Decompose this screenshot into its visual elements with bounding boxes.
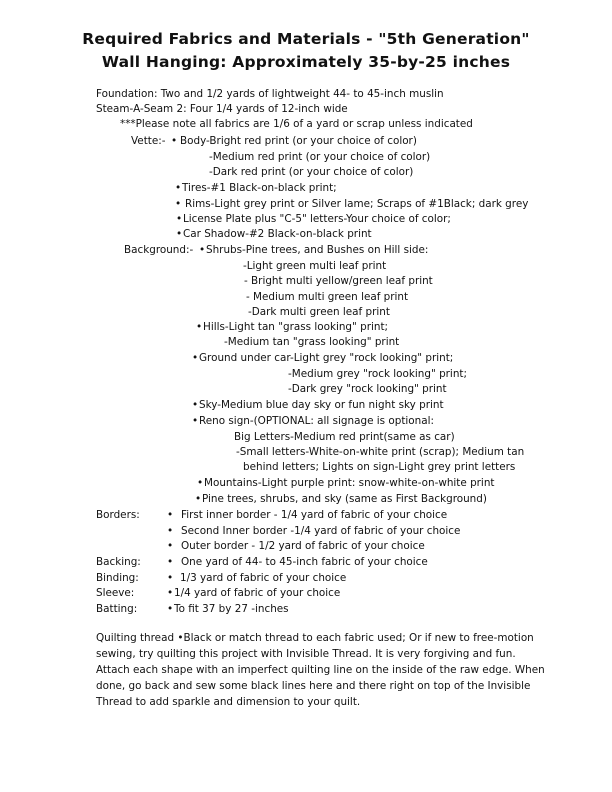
background-ground-3: -Dark grey "rock looking" print <box>288 383 447 395</box>
bullet-icon: • <box>167 603 174 615</box>
background-sky: Sky-Medium blue day sky or fun night sky print <box>199 399 444 411</box>
bullet-icon: • <box>167 525 174 537</box>
background-shrubs-2: - Bright multi yellow/green leaf print <box>244 275 433 287</box>
borders-outer: Outer border - 1/2 yard of fabric of your choice <box>181 540 425 552</box>
batting-label: Batting: <box>96 603 138 615</box>
quilting-paragraph <box>96 630 545 710</box>
background-reno-1: Big Letters-Medium red print(same as car) <box>234 431 455 443</box>
quilting-line: Quilting thread •Black or match thread to each fabric used; Or if new to free-motion <box>96 632 534 644</box>
background-shrubs: Shrubs-Pine trees, and Bushes on Hill side: <box>206 244 429 256</box>
background-shrubs-3: - Medium multi green leaf print <box>246 291 409 303</box>
background-label: Background:- <box>124 244 194 256</box>
bullet-icon: • <box>176 213 183 225</box>
background-ground-2: -Medium grey "rock looking" print; <box>288 368 467 380</box>
vette-body-dark: -Dark red print (or your choice of color) <box>209 166 414 178</box>
bullet-icon: • <box>197 477 204 489</box>
background-pine: Pine trees, shrubs, and sky (same as First Background) <box>202 493 487 505</box>
bullet-icon: • <box>196 321 203 333</box>
background-hills-2: -Medium tan "grass looking" print <box>224 336 400 348</box>
background-shrubs-4: -Dark multi green leaf print <box>248 306 390 318</box>
bullet-icon: • <box>199 244 206 256</box>
vette-rims: Rims-Light grey print or Silver lame; Scraps of #1Black; dark grey <box>185 198 529 210</box>
background-shrubs-1: -Light green multi leaf print <box>243 260 387 272</box>
borders-label: Borders: <box>96 509 140 521</box>
vette-tires: Tires-#1 Black-on-black print; <box>182 182 337 194</box>
vette-body-medium: -Medium red print (or your choice of color) <box>209 151 431 163</box>
background-mountains: Mountains-Light purple print: snow-white-on-white print <box>204 477 495 489</box>
bullet-icon: • <box>167 509 174 521</box>
bullet-icon: • <box>192 399 199 411</box>
bullet-icon: • <box>167 556 174 568</box>
steam-a-seam-line: Steam-A-Seam 2: Four 1/4 yards of 12-inch wide <box>96 103 348 115</box>
batting-value: To fit 37 by 27 -inches <box>174 603 289 615</box>
bullet-icon: • <box>171 135 178 147</box>
background-hills: Hills-Light tan "grass looking" print; <box>203 321 389 333</box>
quilting-line: done, go back and sew some black lines here and there right on top of the Invisible <box>96 680 531 692</box>
page-title: Required Fabrics and Materials - "5th Generation" <box>82 30 530 48</box>
borders-first: First inner border - 1/4 yard of fabric of your choice <box>181 509 448 521</box>
background-reno: Reno sign-(OPTIONAL: all signage is optional: <box>199 415 434 427</box>
bullet-icon: • <box>176 228 183 240</box>
bullet-icon: • <box>175 182 182 194</box>
vette-shadow: Car Shadow-#2 Black-on-black print <box>183 228 372 240</box>
background-reno-2: -Small letters-White-on-white print (scrap); Medium tan <box>236 446 525 458</box>
quilting-line: Attach each shape with an imperfect quilting line on the inside of the raw edge. When <box>96 664 545 676</box>
foundation-line: Foundation: Two and 1/2 yards of lightweight 44- to 45-inch muslin <box>96 88 444 100</box>
page-subtitle: Wall Hanging: Approximately 35-by-25 inches <box>101 53 511 71</box>
bullet-icon: • <box>192 415 199 427</box>
bullet-icon: • <box>192 352 199 364</box>
quilting-line: sewing, try quilting this project with Invisible Thread. It is very forgiving and fun. <box>96 648 516 660</box>
bullet-icon: • <box>167 572 174 584</box>
vette-body: Body-Bright red print (or your choice of color) <box>180 135 417 147</box>
fabric-note: ***Please note all fabrics are 1/6 of a yard or scrap unless indicated <box>120 118 473 130</box>
sleeve-value: 1/4 yard of fabric of your choice <box>174 587 341 599</box>
binding-label: Binding: <box>96 572 139 584</box>
sleeve-label: Sleeve: <box>96 587 135 599</box>
vette-label: Vette:- <box>131 135 166 147</box>
background-ground: Ground under car-Light grey "rock looking" print; <box>199 352 454 364</box>
backing-label: Backing: <box>96 556 141 568</box>
quilting-line: Thread to add sparkle and dimension to your quilt. <box>96 696 361 708</box>
bullet-icon: • <box>195 493 202 505</box>
bullet-icon: • <box>175 198 182 210</box>
borders-second: Second Inner border -1/4 yard of fabric of your choice <box>181 525 461 537</box>
bullet-icon: • <box>167 587 174 599</box>
background-reno-3: behind letters; Lights on sign-Light grey print letters <box>243 461 516 473</box>
bullet-icon: • <box>167 540 174 552</box>
binding-value: 1/3 yard of fabric of your choice <box>180 572 347 584</box>
vette-license: License Plate plus "C-5" letters-Your choice of color; <box>183 213 451 225</box>
backing-value: One yard of 44- to 45-inch fabric of your choice <box>181 556 428 568</box>
